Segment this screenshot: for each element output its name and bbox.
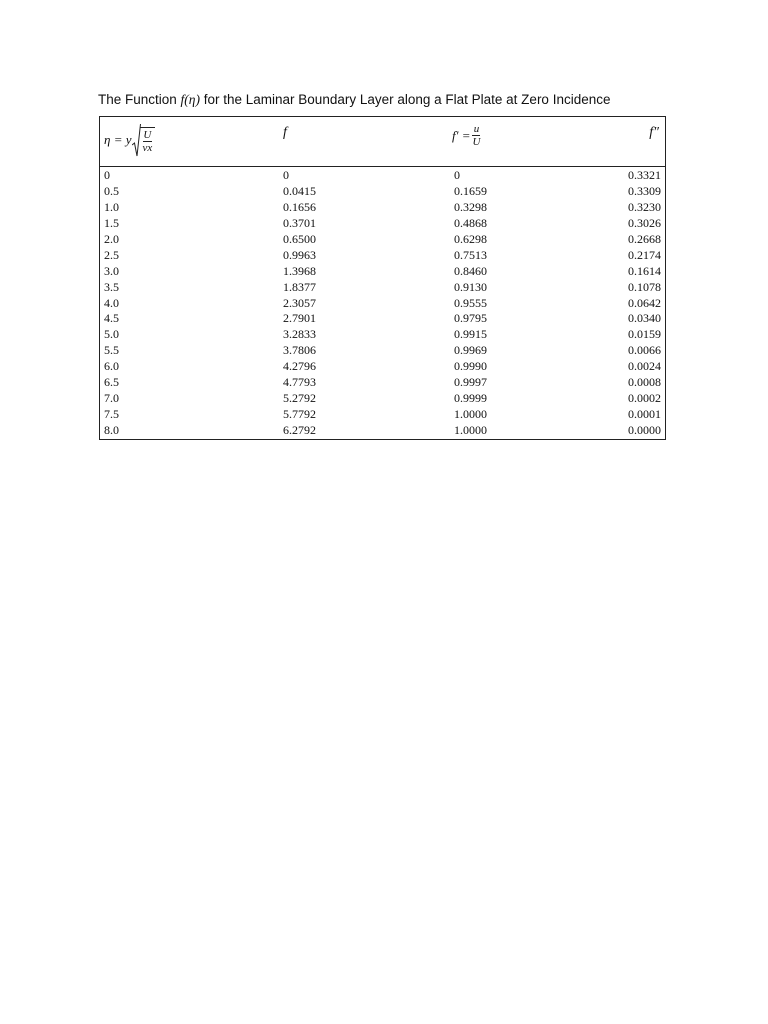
cell-eta: 5.0 [104,327,119,342]
cell-eta: 5.5 [104,343,119,358]
table-row [100,216,665,232]
cell-fdoubleprime: 0.3026 [628,215,661,230]
table-header [100,117,665,167]
cell-fdoubleprime: 0.0159 [628,327,661,342]
table-row [100,200,665,216]
cell-fdoubleprime: 0.0066 [628,343,661,358]
cell-f: 4.7793 [283,375,316,390]
table-row [100,407,665,423]
cell-fprime: 1.0000 [454,407,487,422]
table-caption [98,92,610,108]
cell-fprime: 0.9969 [454,343,487,358]
cell-fdoubleprime: 0.0001 [628,407,661,422]
table-row [100,311,665,327]
cell-fdoubleprime: 0.0642 [628,295,661,310]
cell-f: 0.0415 [283,183,316,198]
table-row [100,248,665,264]
header-eta-radicand [140,127,156,154]
cell-fprime: 0.7513 [454,247,487,262]
cell-fdoubleprime: 0.1078 [628,279,661,294]
cell-fdoubleprime: 0.3230 [628,199,661,214]
cell-f: 0.6500 [283,231,316,246]
table-body [100,167,665,439]
cell-eta: 4.5 [104,311,119,326]
cell-eta: 7.0 [104,391,119,406]
cell-eta: 2.0 [104,231,119,246]
table-row [100,359,665,375]
cell-f: 2.3057 [283,295,316,310]
cell-eta: 8.0 [104,423,119,437]
header-fprime [452,123,480,148]
cell-eta: 7.5 [104,407,119,422]
cell-eta: 6.5 [104,375,119,390]
cell-fdoubleprime: 0.0008 [628,375,661,390]
cell-fprime: 0.6298 [454,231,487,246]
header-fp-fraction [472,123,480,148]
cell-f: 1.8377 [283,279,316,294]
cell-fprime: 0.8460 [454,263,487,278]
cell-fdoubleprime: 0.2668 [628,231,661,246]
table-row [100,343,665,359]
cell-fprime: 0.9795 [454,311,487,326]
table-row [100,168,665,184]
cell-eta: 3.5 [104,279,119,294]
cell-eta: 0.5 [104,183,119,198]
cell-fprime: 0.4868 [454,215,487,230]
cell-f: 5.7792 [283,407,316,422]
cell-f: 3.7806 [283,343,316,358]
header-f: f [283,125,287,140]
cell-fdoubleprime: 0.3309 [628,183,661,198]
cell-f: 6.2792 [283,423,316,437]
cell-fdoubleprime: 0.2174 [628,247,661,262]
cell-eta: 6.0 [104,359,119,374]
table-row [100,264,665,280]
cell-f: 0.1656 [283,199,316,214]
cell-f: 2.7901 [283,311,316,326]
header-eta [104,123,155,157]
header-fp-den: U [472,136,481,148]
table-row [100,423,665,439]
cell-eta: 1.5 [104,215,119,230]
cell-fprime: 0.9999 [454,391,487,406]
cell-f: 3.2833 [283,327,316,342]
header-fp-lhs: f′ = [452,127,471,143]
cell-eta: 4.0 [104,295,119,310]
cell-fprime: 0.9990 [454,359,487,374]
header-eta-lhs: η = y [104,132,132,147]
cell-eta: 1.0 [104,199,119,214]
header-fdoubleprime: f″ [649,125,659,140]
table-row [100,184,665,200]
table-row [100,391,665,407]
cell-f: 0 [283,168,289,182]
cell-eta: 0 [104,168,110,182]
cell-fdoubleprime: 0.0340 [628,311,661,326]
table-row [100,327,665,343]
cell-fprime: 0.9555 [454,295,487,310]
cell-fprime: 0.9997 [454,375,487,390]
cell-fdoubleprime: 0.0000 [628,423,661,437]
cell-f: 5.2792 [283,391,316,406]
table-row [100,280,665,296]
sqrt-sign [132,123,156,157]
cell-fprime: 0.9130 [454,279,487,294]
cell-f: 1.3968 [283,263,316,278]
caption-prefix: The Function [98,92,181,107]
cell-f: 4.2796 [283,359,316,374]
header-eta-num: U [143,128,152,141]
cell-fprime: 0.3298 [454,199,487,214]
cell-eta: 3.0 [104,263,119,278]
caption-suffix: for the Laminar Boundary Layer along a Flat Plate at Zero Incidence [200,92,611,107]
table-row [100,375,665,391]
cell-fdoubleprime: 0.3321 [628,168,661,182]
cell-fdoubleprime: 0.1614 [628,263,661,278]
cell-fdoubleprime: 0.0024 [628,359,661,374]
cell-f: 0.3701 [283,215,316,230]
cell-fprime: 1.0000 [454,423,487,437]
header-fp-num: u [473,123,480,135]
header-eta-den: νx [142,141,153,154]
cell-f: 0.9963 [283,247,316,262]
cell-eta: 2.5 [104,247,119,262]
table-row [100,296,665,312]
cell-fprime: 0.9915 [454,327,487,342]
cell-fprime: 0.1659 [454,183,487,198]
cell-fprime: 0 [454,168,460,182]
table-row [100,232,665,248]
cell-fdoubleprime: 0.0002 [628,391,661,406]
blasius-table [99,116,666,440]
caption-symbol: f(η) [180,92,200,107]
